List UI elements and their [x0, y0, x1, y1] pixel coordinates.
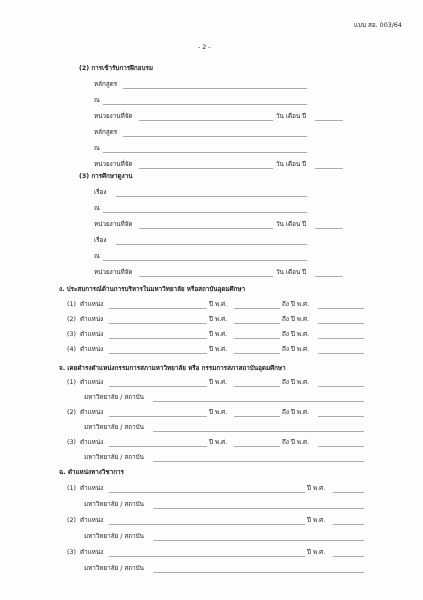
year-to-fill-line[interactable]	[318, 416, 364, 417]
form-code: แบบ สอ. 003/64	[354, 22, 402, 29]
position-fill-line[interactable]	[109, 416, 207, 417]
organizer-label: หน่วยงานที่จัด	[94, 161, 133, 168]
year-to-fill-line[interactable]	[318, 353, 364, 354]
venue-label: ณ	[94, 205, 100, 212]
academic-position-title: ฉ. ตำแหน่งทางวิชาการ	[59, 469, 124, 476]
item-number: (3)	[67, 331, 76, 338]
year-from-fill-line[interactable]	[234, 338, 280, 339]
university-fill-line[interactable]	[153, 431, 364, 432]
year-label: ปี พ.ศ.	[307, 517, 326, 524]
venue-label: ณ	[94, 253, 100, 260]
organizer-label: หน่วยงานที่จัด	[94, 269, 133, 276]
position-fill-line[interactable]	[109, 338, 207, 339]
venue-label: ณ	[94, 145, 100, 152]
item-number: (1)	[67, 485, 76, 492]
year-to-fill-line[interactable]	[318, 446, 364, 447]
year-from-fill-line[interactable]	[234, 416, 280, 417]
subject-fill-line[interactable]	[116, 196, 307, 197]
year-from-fill-line[interactable]	[234, 323, 280, 324]
item-number: (1)	[67, 301, 76, 308]
year-to-label: ถึง ปี พ.ศ.	[282, 301, 310, 308]
university-label: มหาวิทยาลัย / สถาบัน	[84, 533, 144, 540]
year-fill-line[interactable]	[333, 524, 364, 525]
venue-label: ณ	[94, 97, 100, 104]
venue-fill-line[interactable]	[103, 212, 307, 213]
date-fill-line[interactable]	[315, 120, 343, 121]
year-to-label: ถึง ปี พ.ศ.	[282, 331, 310, 338]
year-to-fill-line[interactable]	[318, 386, 364, 387]
year-to-label: ถึง ปี พ.ศ.	[282, 316, 310, 323]
year-fill-line[interactable]	[333, 556, 364, 557]
item-number: (2)	[67, 409, 76, 416]
venue-fill-line[interactable]	[103, 260, 307, 261]
university-label: มหาวิทยาลัย / สถาบัน	[84, 424, 144, 431]
course-label: หลักสูตร	[94, 81, 118, 88]
year-from-label: ปี พ.ศ.	[209, 301, 228, 308]
year-fill-line[interactable]	[333, 492, 364, 493]
study-visit-section-title: (3) การศึกษาดูงาน	[79, 173, 133, 180]
year-to-fill-line[interactable]	[318, 323, 364, 324]
admin-experience-title: ง. ประสบการณ์ด้านการบริหารในมหาวิทยาลัย หรือสถาบันอุดมศึกษา	[59, 286, 246, 293]
year-to-fill-line[interactable]	[318, 338, 364, 339]
position-label: ตำแหน่ง	[80, 331, 104, 338]
position-label: ตำแหน่ง	[80, 301, 104, 308]
year-from-fill-line[interactable]	[234, 386, 280, 387]
position-label: ตำแหน่ง	[80, 409, 104, 416]
university-fill-line[interactable]	[153, 540, 364, 541]
date-label: วัน เดือน ปี	[276, 221, 307, 228]
date-fill-line[interactable]	[315, 168, 343, 169]
position-fill-line[interactable]	[109, 323, 207, 324]
year-from-label: ปี พ.ศ.	[209, 331, 228, 338]
subject-label: เรื่อง	[94, 237, 107, 244]
item-number: (2)	[67, 517, 76, 524]
position-fill-line[interactable]	[109, 446, 207, 447]
year-to-label: ถึง ปี พ.ศ.	[282, 346, 310, 353]
position-fill-line[interactable]	[109, 556, 305, 557]
training-section-title: (2) การเข้ารับการฝึกอบรม	[79, 65, 153, 72]
organizer-label: หน่วยงานที่จัด	[94, 113, 133, 120]
position-label: ตำแหน่ง	[80, 439, 104, 446]
university-label: มหาวิทยาลัย / สถาบัน	[84, 501, 144, 508]
year-from-label: ปี พ.ศ.	[209, 439, 228, 446]
year-to-label: ถึง ปี พ.ศ.	[282, 439, 310, 446]
year-from-label: ปี พ.ศ.	[209, 346, 228, 353]
date-label: วัน เดือน ปี	[276, 113, 307, 120]
year-label: ปี พ.ศ.	[307, 485, 326, 492]
position-label: ตำแหน่ง	[80, 485, 104, 492]
year-to-label: ถึง ปี พ.ศ.	[282, 379, 310, 386]
position-label: ตำแหน่ง	[80, 346, 104, 353]
organizer-fill-line[interactable]	[139, 120, 273, 121]
year-label: ปี พ.ศ.	[307, 549, 326, 556]
year-from-label: ปี พ.ศ.	[209, 379, 228, 386]
organizer-fill-line[interactable]	[139, 228, 273, 229]
position-label: ตำแหน่ง	[80, 379, 104, 386]
university-fill-line[interactable]	[153, 461, 364, 462]
course-fill-line[interactable]	[123, 88, 307, 89]
year-from-fill-line[interactable]	[234, 353, 280, 354]
item-number: (1)	[67, 379, 76, 386]
year-from-fill-line[interactable]	[234, 446, 280, 447]
item-number: (4)	[67, 346, 76, 353]
subject-label: เรื่อง	[94, 189, 107, 196]
position-label: ตำแหน่ง	[80, 517, 104, 524]
position-fill-line[interactable]	[109, 308, 207, 309]
position-label: ตำแหน่ง	[80, 549, 104, 556]
position-fill-line[interactable]	[109, 386, 207, 387]
position-fill-line[interactable]	[109, 524, 305, 525]
date-fill-line[interactable]	[315, 228, 343, 229]
date-label: วัน เดือน ปี	[276, 269, 307, 276]
university-label: มหาวิทยาลัย / สถาบัน	[84, 394, 144, 401]
year-to-label: ถึง ปี พ.ศ.	[282, 409, 310, 416]
item-number: (2)	[67, 316, 76, 323]
position-fill-line[interactable]	[109, 492, 305, 493]
year-from-label: ปี พ.ศ.	[209, 409, 228, 416]
year-to-fill-line[interactable]	[318, 308, 364, 309]
university-fill-line[interactable]	[153, 508, 364, 509]
organizer-fill-line[interactable]	[139, 276, 273, 277]
year-from-fill-line[interactable]	[234, 308, 280, 309]
date-label: วัน เดือน ปี	[276, 161, 307, 168]
course-fill-line[interactable]	[123, 136, 307, 137]
page-number: - 2 -	[198, 44, 211, 51]
year-from-label: ปี พ.ศ.	[209, 316, 228, 323]
item-number: (3)	[67, 549, 76, 556]
item-number: (3)	[67, 439, 76, 446]
university-label: มหาวิทยาลัย / สถาบัน	[84, 454, 144, 461]
venue-fill-line[interactable]	[103, 104, 307, 105]
position-label: ตำแหน่ง	[80, 316, 104, 323]
organizer-fill-line[interactable]	[139, 168, 273, 169]
date-fill-line[interactable]	[315, 276, 343, 277]
subject-fill-line[interactable]	[116, 244, 307, 245]
university-fill-line[interactable]	[153, 572, 364, 573]
position-fill-line[interactable]	[109, 353, 207, 354]
council-experience-title: จ. เคยดำรงตำแหน่งกรรมการสภามหาวิทยาลัย หรือ กรรมการสภาสถาบันอุดมศึกษา	[59, 365, 286, 372]
university-fill-line[interactable]	[153, 401, 364, 402]
course-label: หลักสูตร	[94, 129, 118, 136]
organizer-label: หน่วยงานที่จัด	[94, 221, 133, 228]
venue-fill-line[interactable]	[103, 152, 307, 153]
university-label: มหาวิทยาลัย / สถาบัน	[84, 565, 144, 572]
